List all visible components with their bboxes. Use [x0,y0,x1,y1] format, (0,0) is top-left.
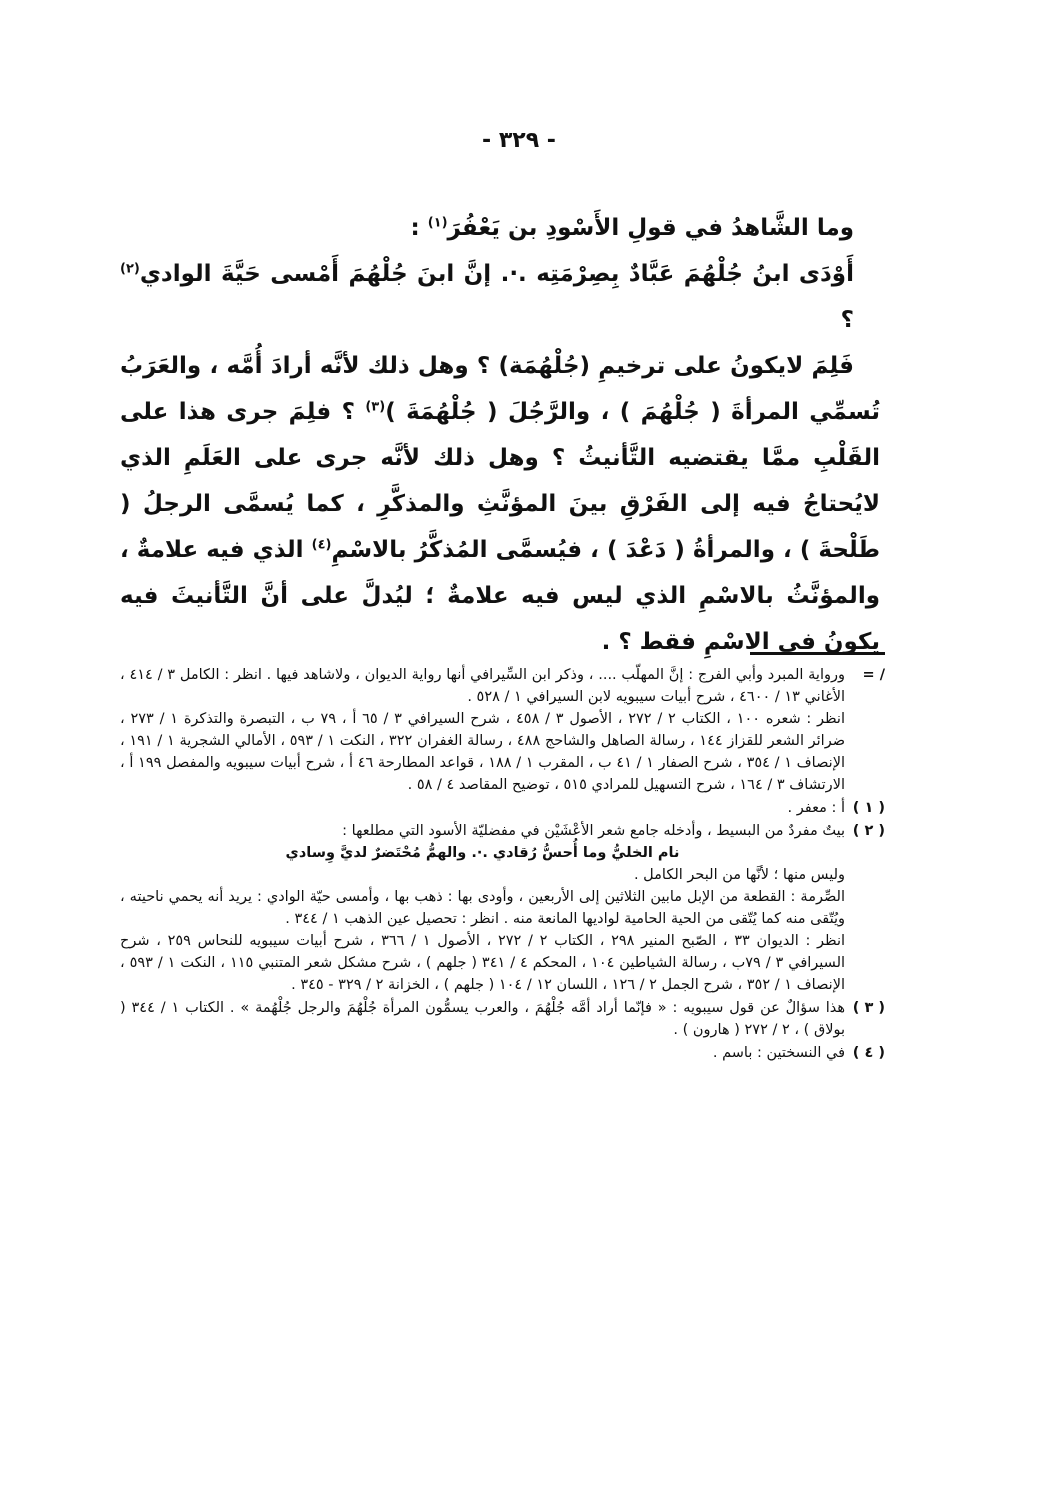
main-verse-qmark: ؟ [840,307,854,333]
footnote-ref-2: (٢) [120,261,140,277]
footnote-2-intro: بيتٌ مفردٌ من البسيط ، وأدخله جامع شعر الأعْشَيْن في مفضليّة الأسود التي مطلعها : [342,823,845,839]
footnote-4 [120,1042,885,1064]
footnote-4-number: ( ٤ ) [852,1045,885,1061]
main-paragraph-part-3: الذي فيه علامةٌ ، والمؤنَّثُ بالاسْمِ الذي ليس فيه علامةٌ ؛ ليُدلَّ على أنَّ التَّأنيثَ فيه يكونُ في الاسْمِ فقط ؟ . [120,537,880,655]
footnote-continued-text-2: انظر : شعره ١٠٠ ، الكتاب ٢ / ٢٧٢ ، الأصول ٣ / ٤٥٨ ، شرح السيرافي ٣ / ٦٥ أ ، ٧٩ ب ، التبصرة والتذكرة ١ / ٢٧٣ ، ضرائر الشعر للقزاز ١٤٤ ، رسالة الصاهل والشاحج ٤٨٨ ، رسالة الغفران ٣٢٢ ، النكت ١ / ٥٩٣ ، الأمالي الشجرية ١ / ١٩١ ، الإنصاف ١ / ٣٥٤ ، شرح الصفار ١ / ٤١ ب ، المقرب ١ / ١٨٨ ، قواعد المطارحة ٤٦ أ ، شرح أبيات سيبويه والمفصل ١٩٩ أ ، الارتشاف ٣ / ١٦٤ ، شرح التسهيل للمرادي ٥١٥ ، توضيح المقاصد ٤ / ٥٨ . [120,711,846,793]
footnotes [120,664,885,1065]
main-text [120,205,880,665]
page-number: - ٣٢٩ - [482,128,556,153]
footnote-3-text: هذا سؤالٌ عن قول سيبويه : « فإنّما أراد أمَّه جُلْهُمَ ، والعرب يسمُّون المرأة جُلْهُمَ والرجل جُلْهُمة » . الكتاب ١ / ٣٤٤ ( بولاق ) ، ٢ / ٢٧٢ ( هارون ) . [120,1000,845,1038]
footnote-2 [120,820,885,996]
main-line-question-intro [120,205,880,251]
main-paragraph-part-1: فَلِمَ لايكونُ على ترخيمِ (جُلْهُمَة) ؟ وهل ذلك لأنَّه أرادَ أُمَّه ، والعَرَبُ تُسمِّي المرأةَ ( جُلْهُمَ ) ، والرَّجُلَ ( جُلْهُمَةَ ) [120,353,881,425]
footnote-ref-1: (١) [427,215,448,231]
footnote-1 [120,797,885,819]
main-verse [120,251,880,343]
footnote-3-number: ( ٣ ) [852,1000,885,1016]
footnote-continued [120,664,885,796]
footnote-ref-3: (٣) [365,399,386,415]
footnote-continued-text-1: ورواية المبرد وأبي الفرج : إنَّ المهلّب .... ، وذكر ابن السِّيرافي أنها رواية الديوان ، ولاشاهد فيها . انظر : الكامل ٣ / ٤١٤ ، الأغاني ١٣ / ٤٦٠٠ ، شرح أبيات سيبويه لابن السيرافي ١ / ٥٢٨ . [120,667,846,705]
main-colon: : [410,215,428,241]
footnote-continued-marker: / = [862,667,885,683]
footnote-3 [120,997,885,1041]
main-paragraph-part-2: ؟ فلِمَ جرى هذا على القَلْبِ ممَّا يقتضيه التَّأنيثُ ؟ وهل ذلك لأنَّه جرى على العَلَمِ الذي لايُحتاجُ فيه إلى الفَرْقِ بينَ المؤنَّثِ والمذكَّرِ ، كما يُسمَّى الرجلُ ( طَلْحةَ ) ، والمرأةُ ( دَعْدَ ) ، فيُسمَّى المُذكَّرُ بالاسْمِ [120,399,880,563]
footnote-separator [750,652,885,655]
footnote-1-number: ( ١ ) [852,800,885,816]
footnote-ref-4: (٤) [311,537,332,553]
main-paragraph [120,343,880,665]
footnote-2-number: ( ٢ ) [852,823,885,839]
main-line-1-text: وما الشَّاهدُ في قولِ الأَسْودِ بن يَعْفُرَ [447,215,854,241]
footnote-2-text-3: انظر : الديوان ٣٣ ، الصّبح المنير ٢٩٨ ، الكتاب ٢ / ٢٧٢ ، الأصول ١ / ٣٦٦ ، شرح أبيات سيبويه للنحاس ٢٥٩ ، شرح السيرافي ٣ / ٧٩ب ، رسالة الشياطين ١٠٤ ، المحكم ٤ / ٣٤١ ( جلهم ) ، شرح مشكل شعر المتنبي ١١٥ ، النكت ١ / ٥٩٣ ، الإنصاف ١ / ٣٥٢ ، شرح الجمل ٢ / ١٢٦ ، اللسان ١٢ / ١٠٤ ( جلهم ) ، الخزانة ٢ / ٣٢٩ - ٣٤٥ . [120,933,846,993]
footnote-4-text: في النسختين : باسم . [712,1045,845,1061]
footnote-1-text: أ : معفر . [787,800,845,816]
footnote-2-couplet: نام الخليُّ وما أُحسُّ رُقادي .·. والهمُّ مُحْتَضرٌ لديَّ وِسادي [285,845,680,861]
footnote-2-text-2: الصِّرمة : القطعة من الإبل مابين الثلاثين إلى الأربعين ، وأودى بها : ذهب بها ، وأمسى حيّة الوادي : يريد أنه يحمي ناحيته ، ويُتّقى منه كما يُتّقى من الحية الحامية لواديها المانعة منه . انظر : تحصيل عين الذهب ١ / ٣٤٤ . [120,889,845,927]
main-verse-text: أَوْدَى ابنُ جُلْهُمَ عَبَّادٌ بِصِرْمَتِه .·. إنَّ ابنَ جُلْهُمَ أَمْسى حَيَّةَ الوادي [139,261,854,287]
footnote-2-text-1: وليس منها ؛ لأنَّها من البحر الكامل . [633,867,845,883]
